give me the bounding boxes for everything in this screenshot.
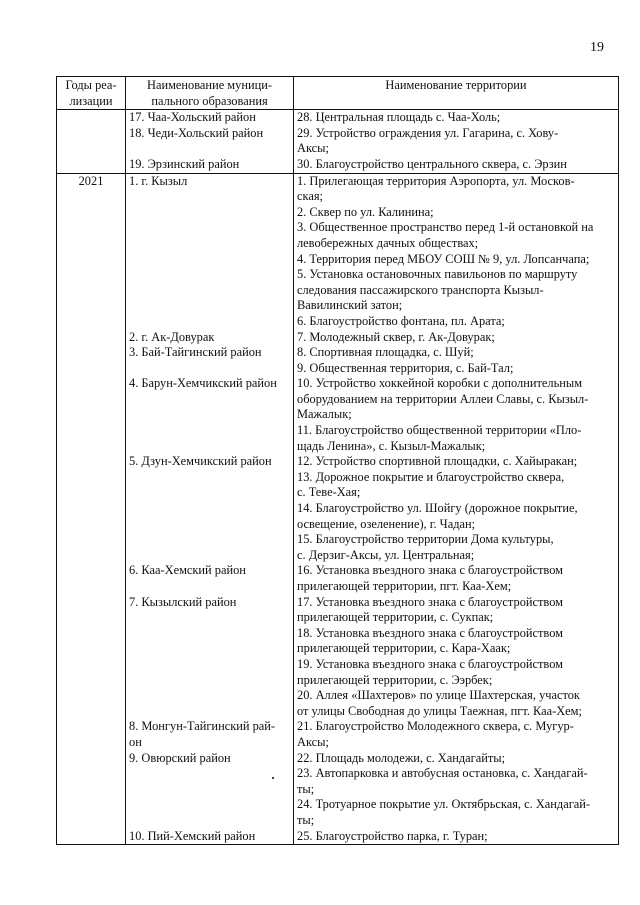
- territory-cell-line: освещение, озеленение), г. Чадан;: [297, 516, 476, 531]
- territory-cell: [294, 376, 619, 423]
- municipality-cell-line: 8. Монгун-Тайгинский рай-: [129, 719, 276, 734]
- table-row: [57, 157, 619, 173]
- table-row: [57, 657, 619, 688]
- territory-cell: [294, 595, 619, 626]
- territory-cell-line: 23. Автопарковка и автобусная остановка, с. Хандагай-: [297, 766, 588, 781]
- municipality-cell-line: 5. Дзун-Хемчикский район: [129, 454, 272, 469]
- table-row: [57, 361, 619, 377]
- table-row: [57, 532, 619, 563]
- territory-cell-line: 9. Общественная территория, с. Бай-Тал;: [297, 360, 514, 375]
- territory-cell-line: 15. Благоустройство территории Дома культуры,: [297, 532, 554, 547]
- territory-cell: [294, 766, 619, 797]
- municipality-cell-line: 1. г. Кызыл: [129, 173, 188, 188]
- year-cell: [57, 205, 126, 221]
- table-row: [57, 252, 619, 268]
- territory-cell-line: прилегающей территории, с. Кара-Хаак;: [297, 641, 511, 656]
- municipality-cell-line: 10. Пий-Хемский район: [129, 828, 256, 843]
- territory-cell-line: 3. Общественное пространство перед 1-й остановкой на: [297, 220, 594, 235]
- municipality-cell: [126, 751, 294, 767]
- territory-cell-line: 28. Центральная площадь с. Чаа-Холь;: [297, 110, 501, 125]
- territory-cell-line: Аксы;: [297, 734, 329, 749]
- municipality-cell-line: 19. Эрзинский район: [129, 156, 240, 171]
- territory-cell-line: 20. Аллея «Шахтеров» по улице Шахтерская, участок: [297, 688, 580, 703]
- municipality-cell: [126, 688, 294, 719]
- year-cell: [57, 345, 126, 361]
- year-cell: [57, 220, 126, 251]
- municipality-cell-line: 7. Кызылский район: [129, 594, 237, 609]
- table-row: [57, 626, 619, 657]
- territory-cell: [294, 719, 619, 750]
- year-cell-line: 2021: [78, 173, 104, 188]
- territory-cell-line: 2. Сквер по ул. Калинина;: [297, 204, 434, 219]
- territory-cell-line: прилегающей территории, с. Ээрбек;: [297, 672, 493, 687]
- table-row: [57, 595, 619, 626]
- year-cell: [57, 797, 126, 828]
- year-cell: [57, 688, 126, 719]
- year-cell: [57, 766, 126, 797]
- header-line: Наименование муници-: [147, 78, 272, 92]
- municipality-cell-line: 3. Бай-Тайгинский район: [129, 345, 262, 360]
- table-row: [57, 797, 619, 828]
- territory-cell: [294, 688, 619, 719]
- table-row: [57, 173, 619, 205]
- year-cell: [57, 719, 126, 750]
- table-row: [57, 376, 619, 423]
- table-row: [57, 330, 619, 346]
- territory-cell-line: от улицы Свободная до улицы Таежная, пгт. Каа-Хем;: [297, 703, 582, 718]
- territory-cell: [294, 252, 619, 268]
- territory-cell: [294, 751, 619, 767]
- municipality-cell: [126, 719, 294, 750]
- territory-cell-line: 7. Молодежный сквер, г. Ак-Довурак;: [297, 329, 495, 344]
- territory-cell: [294, 563, 619, 594]
- table-row: [57, 314, 619, 330]
- municipality-cell-line: он: [129, 734, 142, 749]
- municipality-cell: [126, 345, 294, 361]
- territory-cell-line: прилегающей территории, пгт. Каа-Хем;: [297, 579, 512, 593]
- territory-cell: [294, 157, 619, 173]
- territory-cell-line: 25. Благоустройство парка, г. Туран;: [297, 828, 488, 843]
- table-row: [57, 126, 619, 157]
- municipality-cell-line: 17. Чаа-Хольский район: [129, 110, 256, 125]
- territory-cell-line: 1. Прилегающая территория Аэропорта, ул. Москов-: [297, 173, 575, 188]
- territory-cell: [294, 205, 619, 221]
- territory-cell-line: 5. Установка остановочных павильонов по маршруту: [297, 267, 578, 282]
- territory-cell-line: 14. Благоустройство ул. Шойгу (дорожное покрытие,: [297, 501, 578, 516]
- territory-cell: [294, 626, 619, 657]
- territory-cell: [294, 423, 619, 454]
- territory-cell: [294, 829, 619, 845]
- table-row: [57, 110, 619, 126]
- municipality-cell: [126, 626, 294, 657]
- header-years: [57, 77, 126, 110]
- year-cell: [57, 267, 126, 314]
- year-cell: [57, 361, 126, 377]
- table-row: [57, 501, 619, 532]
- municipality-cell: [126, 595, 294, 626]
- territory-cell-line: 29. Устройство ограждения ул. Гагарина, с. Хову-: [297, 125, 559, 140]
- territory-cell-line: 6. Благоустройство фонтана, пл. Арата;: [297, 313, 505, 328]
- territory-cell: [294, 797, 619, 828]
- municipality-cell: [126, 252, 294, 268]
- header-line: лизации: [69, 93, 113, 108]
- table-row: [57, 267, 619, 314]
- municipality-cell: [126, 173, 294, 205]
- territory-cell-line: 12. Устройство спортивной площадки, с. Хайыракан;: [297, 454, 578, 469]
- municipality-cell: [126, 563, 294, 594]
- territory-cell: [294, 532, 619, 563]
- year-cell: [57, 330, 126, 346]
- territory-cell-line: Мажалык;: [297, 407, 352, 422]
- territory-cell-line: с. Дерзиг-Аксы, ул. Центральная;: [297, 547, 475, 562]
- municipality-cell: [126, 501, 294, 532]
- header-line: пального образования: [151, 93, 268, 108]
- year-cell: [57, 252, 126, 268]
- territory-cell-line: 10. Устройство хоккейной коробки с дополнительным: [297, 376, 583, 391]
- header-line: Годы реа-: [65, 78, 117, 92]
- header-territory: [294, 77, 619, 110]
- territory-cell: [294, 470, 619, 501]
- table-row: [57, 454, 619, 470]
- territory-cell-line: 11. Благоустройство общественной территории «Пло-: [297, 423, 582, 438]
- year-cell: [57, 110, 126, 126]
- territory-cell-line: 22. Площадь молодежи, с. Хандагайты;: [297, 750, 506, 765]
- territory-cell-line: 17. Установка въездного знака с благоустройством: [297, 594, 563, 609]
- territory-cell-line: ты;: [297, 812, 315, 827]
- table-row: [57, 688, 619, 719]
- page-number: 19: [590, 40, 604, 55]
- territory-cell: [294, 361, 619, 377]
- table-row: [57, 751, 619, 767]
- table-row: [57, 766, 619, 797]
- territory-cell-line: 18. Установка въездного знака с благоустройством: [297, 625, 563, 640]
- municipality-cell: [126, 376, 294, 423]
- year-cell: [57, 454, 126, 470]
- territory-cell: [294, 501, 619, 532]
- year-cell: [57, 751, 126, 767]
- territory-cell-line: 16. Установка въездного знака с благоустройством: [297, 563, 563, 578]
- year-cell: [57, 157, 126, 173]
- territory-cell: [294, 330, 619, 346]
- municipality-cell: [126, 454, 294, 470]
- municipality-cell: [126, 110, 294, 126]
- municipality-cell: [126, 361, 294, 377]
- territory-cell: [294, 220, 619, 251]
- territory-cell-line: ская;: [297, 189, 323, 204]
- municipality-cell: [126, 829, 294, 845]
- territory-cell-line: 24. Тротуарное покрытие ул. Октябрьская, с. Хандагай-: [297, 797, 591, 812]
- year-cell: [57, 657, 126, 688]
- municipality-cell: [126, 157, 294, 173]
- table-header-row: [57, 77, 619, 110]
- territory-cell-line: 21. Благоустройство Молодежного сквера, с. Мугур-: [297, 719, 574, 734]
- municipality-cell-line: 6. Каа-Хемский район: [129, 563, 246, 578]
- municipality-cell: [126, 657, 294, 688]
- municipality-cell-line: 4. Барун-Хемчикский район: [129, 376, 277, 391]
- territory-cell-line: Аксы;: [297, 141, 329, 156]
- territory-cell: [294, 173, 619, 205]
- territory-cell-line: 13. Дорожное покрытие и благоустройство сквера,: [297, 469, 565, 484]
- territory-cell-line: следования пассажирского транспорта Кызыл-: [297, 282, 544, 297]
- municipality-cell-line: 18. Чеди-Хольский район: [129, 125, 264, 140]
- municipality-cell: [126, 532, 294, 563]
- municipality-cell: [126, 267, 294, 314]
- table-row: [57, 829, 619, 845]
- municipality-cell: [126, 330, 294, 346]
- municipality-cell: [126, 423, 294, 454]
- header-line: Наименование территории: [385, 78, 527, 92]
- year-cell: [57, 173, 126, 205]
- territory-cell-line: оборудованием на территории Аллеи Славы, с. Кызыл-: [297, 391, 589, 406]
- header-municipality: [126, 77, 294, 110]
- year-cell: [57, 376, 126, 423]
- municipality-cell: [126, 126, 294, 157]
- year-cell: [57, 595, 126, 626]
- territories-table: [56, 76, 619, 845]
- table-row: [57, 719, 619, 750]
- municipality-cell: [126, 205, 294, 221]
- municipality-cell-line: 9. Овюрский район: [129, 750, 231, 765]
- table-row: [57, 220, 619, 251]
- municipality-cell: [126, 220, 294, 251]
- year-cell: [57, 423, 126, 454]
- year-cell: [57, 563, 126, 594]
- territory-cell: [294, 267, 619, 314]
- municipality-cell: [126, 470, 294, 501]
- municipality-cell: [126, 797, 294, 828]
- year-cell: [57, 470, 126, 501]
- year-cell: [57, 126, 126, 157]
- territory-cell-line: 30. Благоустройство центрального сквера, с. Эрзин: [297, 156, 567, 171]
- year-cell: [57, 829, 126, 845]
- territory-cell-line: щадь Ленина», с. Кызыл-Мажалык;: [297, 438, 486, 453]
- territory-cell-line: ты;: [297, 781, 315, 796]
- territory-cell-line: прилегающей территории, с. Сукпак;: [297, 610, 494, 625]
- territory-cell: [294, 314, 619, 330]
- table-row: [57, 470, 619, 501]
- table-row: [57, 205, 619, 221]
- table-row: [57, 345, 619, 361]
- territory-cell: [294, 454, 619, 470]
- year-cell: [57, 626, 126, 657]
- territory-cell: [294, 657, 619, 688]
- territory-cell-line: 19. Установка въездного знака с благоустройством: [297, 656, 563, 671]
- territory-cell-line: 8. Спортивная площадка, с. Шуй;: [297, 345, 474, 360]
- municipality-cell-line: 2. г. Ак-Довурак: [129, 329, 215, 344]
- scan-speck: [272, 777, 274, 779]
- territory-cell-line: 4. Территория перед МБОУ СОШ № 9, ул. Лопсанчапа;: [297, 251, 590, 266]
- territory-cell: [294, 110, 619, 126]
- territory-cell-line: левобережных дачных обществах;: [297, 235, 479, 250]
- year-cell: [57, 532, 126, 563]
- territory-cell-line: Вавилинский затон;: [297, 298, 403, 313]
- table-row: [57, 563, 619, 594]
- territory-cell-line: с. Теве-Хая;: [297, 485, 361, 500]
- table-body: [57, 110, 619, 845]
- territory-cell: [294, 126, 619, 157]
- territory-cell: [294, 345, 619, 361]
- municipality-cell: [126, 766, 294, 797]
- year-cell: [57, 501, 126, 532]
- municipality-cell: [126, 314, 294, 330]
- table-row: [57, 423, 619, 454]
- year-cell: [57, 314, 126, 330]
